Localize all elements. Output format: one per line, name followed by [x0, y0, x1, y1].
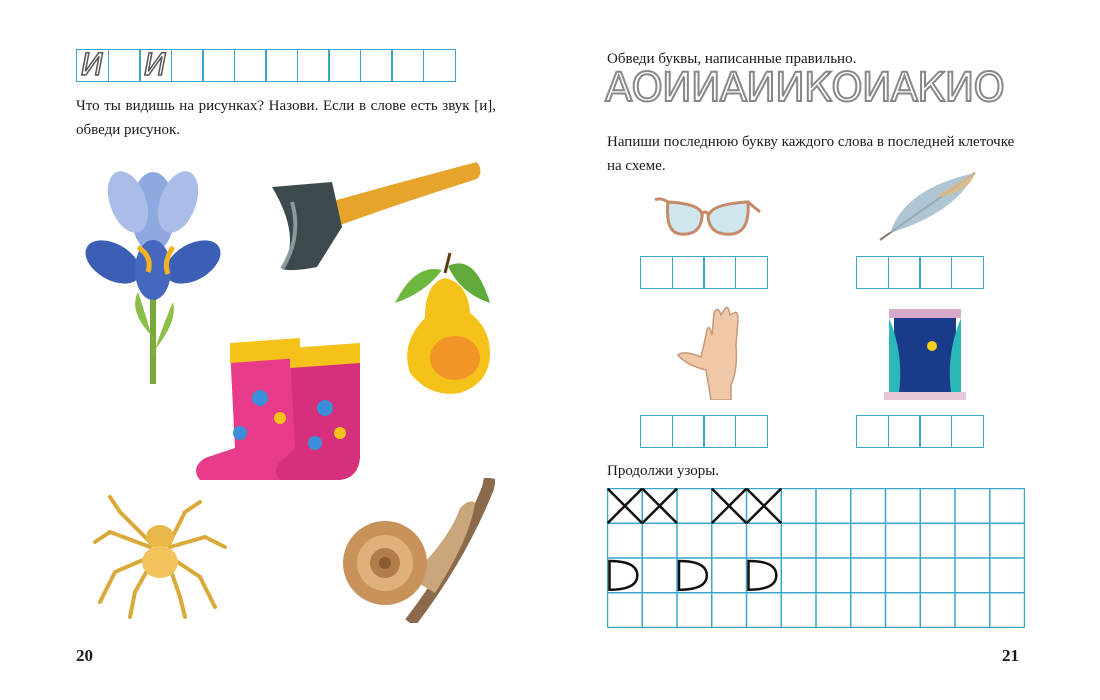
dotted-letters[interactable]: ΑΟИИАИИКОИАКИО: [605, 65, 1004, 111]
letter-cell[interactable]: [360, 49, 393, 82]
page-number-left: 20: [76, 646, 93, 665]
window-scheme[interactable]: [856, 415, 984, 448]
d-pattern-mark: [610, 561, 638, 590]
x-pattern-mark: [747, 489, 782, 524]
scheme-cell[interactable]: [735, 256, 768, 289]
letter-cell[interactable]: [391, 49, 424, 82]
scheme-cell[interactable]: [856, 415, 889, 448]
scheme-cell[interactable]: [888, 256, 921, 289]
letter-cell[interactable]: [139, 49, 172, 82]
trace-instruction: Обведи буквы, написанные правильно.: [607, 51, 857, 67]
scheme-cell[interactable]: [703, 415, 736, 448]
letter-cell[interactable]: [297, 49, 330, 82]
hand-picture[interactable]: [676, 305, 766, 400]
scheme-cell[interactable]: [703, 256, 736, 289]
scheme-cell[interactable]: [672, 415, 705, 448]
scheme-cell[interactable]: [951, 415, 984, 448]
letter-cell[interactable]: [423, 49, 456, 82]
scheme-cell[interactable]: [951, 256, 984, 289]
glasses-picture[interactable]: [650, 192, 762, 242]
x-pattern-mark: [608, 489, 643, 524]
scheme-cell[interactable]: [919, 415, 952, 448]
letter-cell[interactable]: [202, 49, 235, 82]
x-pattern-mark: [642, 489, 677, 524]
window-picture[interactable]: [884, 304, 966, 402]
scheme-cell[interactable]: [735, 415, 768, 448]
left-instruction: Что ты видишь на рисунках? Назови. Если в слове есть звук [и], обведи рисунок.: [76, 98, 496, 138]
d-pattern-mark: [679, 561, 707, 590]
hand-scheme[interactable]: [640, 415, 768, 448]
snail-picture[interactable]: [340, 478, 495, 623]
scheme-cell[interactable]: [856, 256, 889, 289]
scheme-cell[interactable]: [888, 415, 921, 448]
scheme-cell[interactable]: [919, 256, 952, 289]
pattern-grid[interactable]: [607, 488, 1025, 628]
feather-picture[interactable]: [875, 168, 979, 243]
pear-picture[interactable]: [390, 248, 500, 398]
scheme-cell[interactable]: [640, 256, 673, 289]
letter-cell[interactable]: [108, 49, 141, 82]
pattern-instruction: Продолжи узоры.: [607, 463, 720, 479]
spider-picture[interactable]: [90, 492, 230, 622]
write-instruction: Напиши последнюю букву каждого слова в последней клеточке на схеме.: [607, 134, 1015, 174]
x-pattern-mark: [712, 489, 747, 524]
letter-cell-row: [76, 49, 456, 82]
rubber-boots-picture[interactable]: [190, 338, 365, 488]
letter-cell[interactable]: [265, 49, 298, 82]
letter-cell[interactable]: [234, 49, 267, 82]
glasses-scheme[interactable]: [640, 256, 768, 289]
letter-cell[interactable]: [76, 49, 109, 82]
d-pattern-mark: [749, 561, 777, 590]
sample-letter: И: [144, 48, 167, 83]
feather-scheme[interactable]: [856, 256, 984, 289]
sample-letter: И: [81, 48, 104, 83]
page-number-right: 21: [1002, 646, 1019, 665]
letter-cell[interactable]: [328, 49, 361, 82]
scheme-cell[interactable]: [640, 415, 673, 448]
letter-cell[interactable]: [171, 49, 204, 82]
scheme-cell[interactable]: [672, 256, 705, 289]
